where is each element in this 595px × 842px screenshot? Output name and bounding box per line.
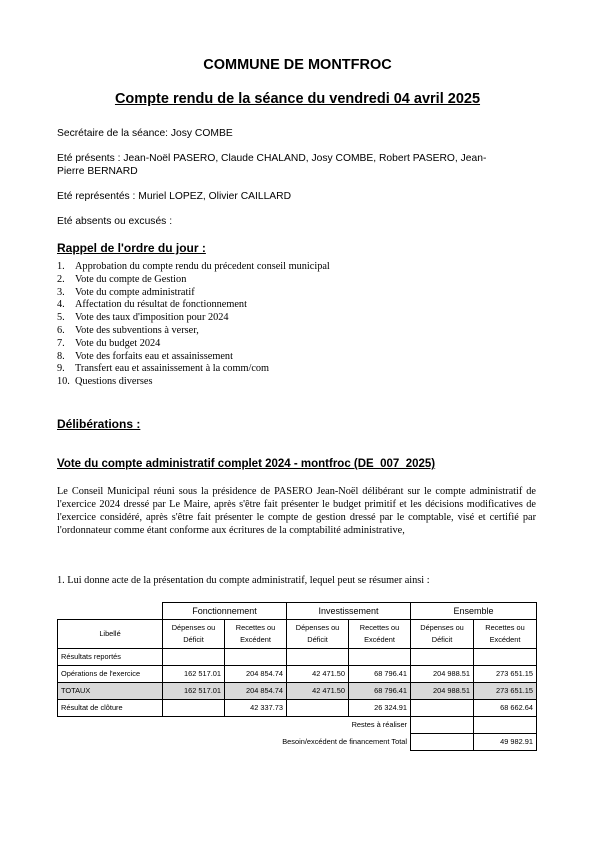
- agenda-item: [57, 274, 497, 287]
- agenda-item-number: 3.: [57, 286, 65, 298]
- table-cell: 204 988.51: [411, 666, 474, 683]
- table-cell: 49 982.91: [474, 734, 537, 751]
- row-label: Résultats reportés: [58, 649, 163, 666]
- commune-name: COMMUNE DE MONTFROC: [203, 57, 392, 73]
- fonct-depenses-header: Dépenses ou Déficit: [163, 620, 225, 649]
- table-row-reportes: [58, 649, 537, 666]
- agenda-item: [57, 376, 497, 389]
- agenda-item: [57, 325, 497, 338]
- table-cell: 204 854.74: [225, 666, 287, 683]
- agenda-item-text: Questions diverses: [75, 376, 153, 388]
- table-cell: [411, 649, 474, 666]
- agenda-item-number: 6.: [57, 324, 65, 336]
- table-cell: 204 854.74: [225, 683, 287, 700]
- group-ensemble: Ensemble: [411, 603, 537, 620]
- row-label: Restes à réaliser: [351, 720, 408, 730]
- table-cell: 162 517.01: [163, 683, 225, 700]
- table-row-totaux: [58, 683, 537, 700]
- agenda-item-number: 2.: [57, 273, 65, 285]
- group-fonctionnement: Fonctionnement: [163, 603, 287, 620]
- absent-members: Eté absents ou excusés :: [57, 216, 173, 227]
- table-cell: [163, 649, 225, 666]
- ensemble-depenses-header: Dépenses ou Déficit: [411, 620, 474, 649]
- table-cell: [163, 700, 225, 717]
- fonct-recettes-header: Recettes ou Excédent: [225, 620, 287, 649]
- agenda-item-text: Vote des taux d'imposition pour 2024: [75, 312, 229, 324]
- table-cell: [411, 700, 474, 717]
- table-cell: [287, 649, 349, 666]
- table-row-besoin: [58, 734, 537, 751]
- table-cell: 42 471.50: [287, 683, 349, 700]
- table-cell: 162 517.01: [163, 666, 225, 683]
- agenda-item-text: Vote du budget 2024: [75, 337, 161, 349]
- table-cell: 273 651.15: [474, 666, 537, 683]
- table-cell: 68 796.41: [349, 683, 411, 700]
- row-label: Opérations de l'exercice: [58, 666, 163, 683]
- agenda-item-text: Vote des subventions à verser,: [75, 324, 199, 336]
- agenda-item: [57, 287, 497, 300]
- agenda-item-number: 5.: [57, 312, 65, 324]
- invest-depenses-header: Dépenses ou Déficit: [287, 620, 349, 649]
- agenda-item: [57, 299, 497, 312]
- invest-recettes-header: Recettes ou Excédent: [349, 620, 411, 649]
- agenda-item-number: 7.: [57, 337, 65, 349]
- agenda-item-number: 1.: [57, 261, 65, 272]
- row-label: Résultat de clôture: [58, 700, 163, 717]
- group-investissement: Investissement: [287, 603, 411, 620]
- table-row-cloture: [58, 700, 537, 717]
- agenda-item-text: Affectation du résultat de fonctionnement: [75, 299, 247, 311]
- table-cell: [225, 649, 287, 666]
- table-cell: 68 796.41: [349, 666, 411, 683]
- table-cell: [349, 649, 411, 666]
- document-title: Compte rendu de la séance du vendredi 04 avril 2025: [114, 91, 481, 107]
- table-cell: [411, 717, 474, 734]
- point-one-text: 1. Lui donne acte de la présentation du compte administratif, lequel peut se résumer ainsi :: [57, 575, 430, 586]
- libelle-header: Libellé: [58, 620, 163, 649]
- table-cell: 204 988.51: [411, 683, 474, 700]
- agenda-item-number: 10.: [57, 376, 70, 388]
- represented-members: Eté représentés : Muriel LOPEZ, Olivier CAILLARD: [57, 191, 292, 202]
- agenda-item-number: 8.: [57, 350, 65, 362]
- agenda-item-text: Vote du compte administratif: [75, 286, 195, 298]
- table-cell: 68 662.64: [474, 700, 537, 717]
- agenda-item-text: Transfert eau et assainissement à la comm/com: [75, 363, 270, 375]
- table-cell: [474, 649, 537, 666]
- table-corner: [58, 603, 163, 620]
- table-cell: 273 651.15: [474, 683, 537, 700]
- table-group-header-row: [58, 603, 537, 620]
- row-label: Besoin/excédent de financement Total: [282, 737, 408, 746]
- row-label: TOTAUX: [58, 683, 163, 700]
- table-row-operations: [58, 666, 537, 683]
- table-sub-header-row: [58, 620, 537, 649]
- table-cell: [411, 734, 474, 751]
- agenda-item: [57, 312, 497, 325]
- vote-title: Vote du compte administratif complet 2024 - montfroc (DE_007_2025): [57, 458, 436, 470]
- table-row-restes: [58, 717, 537, 734]
- agenda-item: [57, 338, 497, 351]
- table-cell: [287, 700, 349, 717]
- agenda-item-number: 4.: [57, 299, 65, 311]
- agenda-item-text: Approbation du compte rendu du précedent conseil municipal: [75, 261, 330, 272]
- agenda-heading: Rappel de l'ordre du jour :: [57, 241, 206, 255]
- agenda-item-text: Vote des forfaits eau et assainissement: [75, 350, 233, 362]
- ensemble-recettes-header: Recettes ou Excédent: [474, 620, 537, 649]
- present-members: Eté présents : Jean-Noël PASERO, Claude CHALAND, Josy COMBE, Robert PASERO, Jean-Pierre BERNARD: [57, 153, 487, 177]
- table-cell: 42 471.50: [287, 666, 349, 683]
- budget-summary-table: [57, 602, 537, 751]
- secretary-line: Secrétaire de la séance: Josy COMBE: [57, 128, 233, 139]
- agenda-item-text: Vote du compte de Gestion: [75, 273, 187, 285]
- agenda-item-number: 9.: [57, 363, 65, 375]
- agenda-item: [57, 261, 497, 274]
- agenda-item: [57, 363, 497, 376]
- table-cell: 42 337.73: [225, 700, 287, 717]
- table-cell: [474, 717, 537, 734]
- agenda-item: [57, 351, 497, 364]
- table-cell: 26 324.91: [349, 700, 411, 717]
- deliberation-paragraph: Le Conseil Municipal réuni sous la présidence de PASERO Jean-Noël délibérant sur le compte administratif de l'exercice 2024 dressé par Le Maire, après s'être fait présenter le budget primitif et les décisions modificatives de l'exercice considéré, après s'être fait présenter le compte de gestion dressé par le comptable, visé et certifié par l'ordonnateur comme étant conforme aux écritures de la comptabilité administrative,: [57, 486, 536, 536]
- agenda-list: [57, 261, 497, 389]
- deliberations-heading: Délibérations :: [57, 417, 141, 431]
